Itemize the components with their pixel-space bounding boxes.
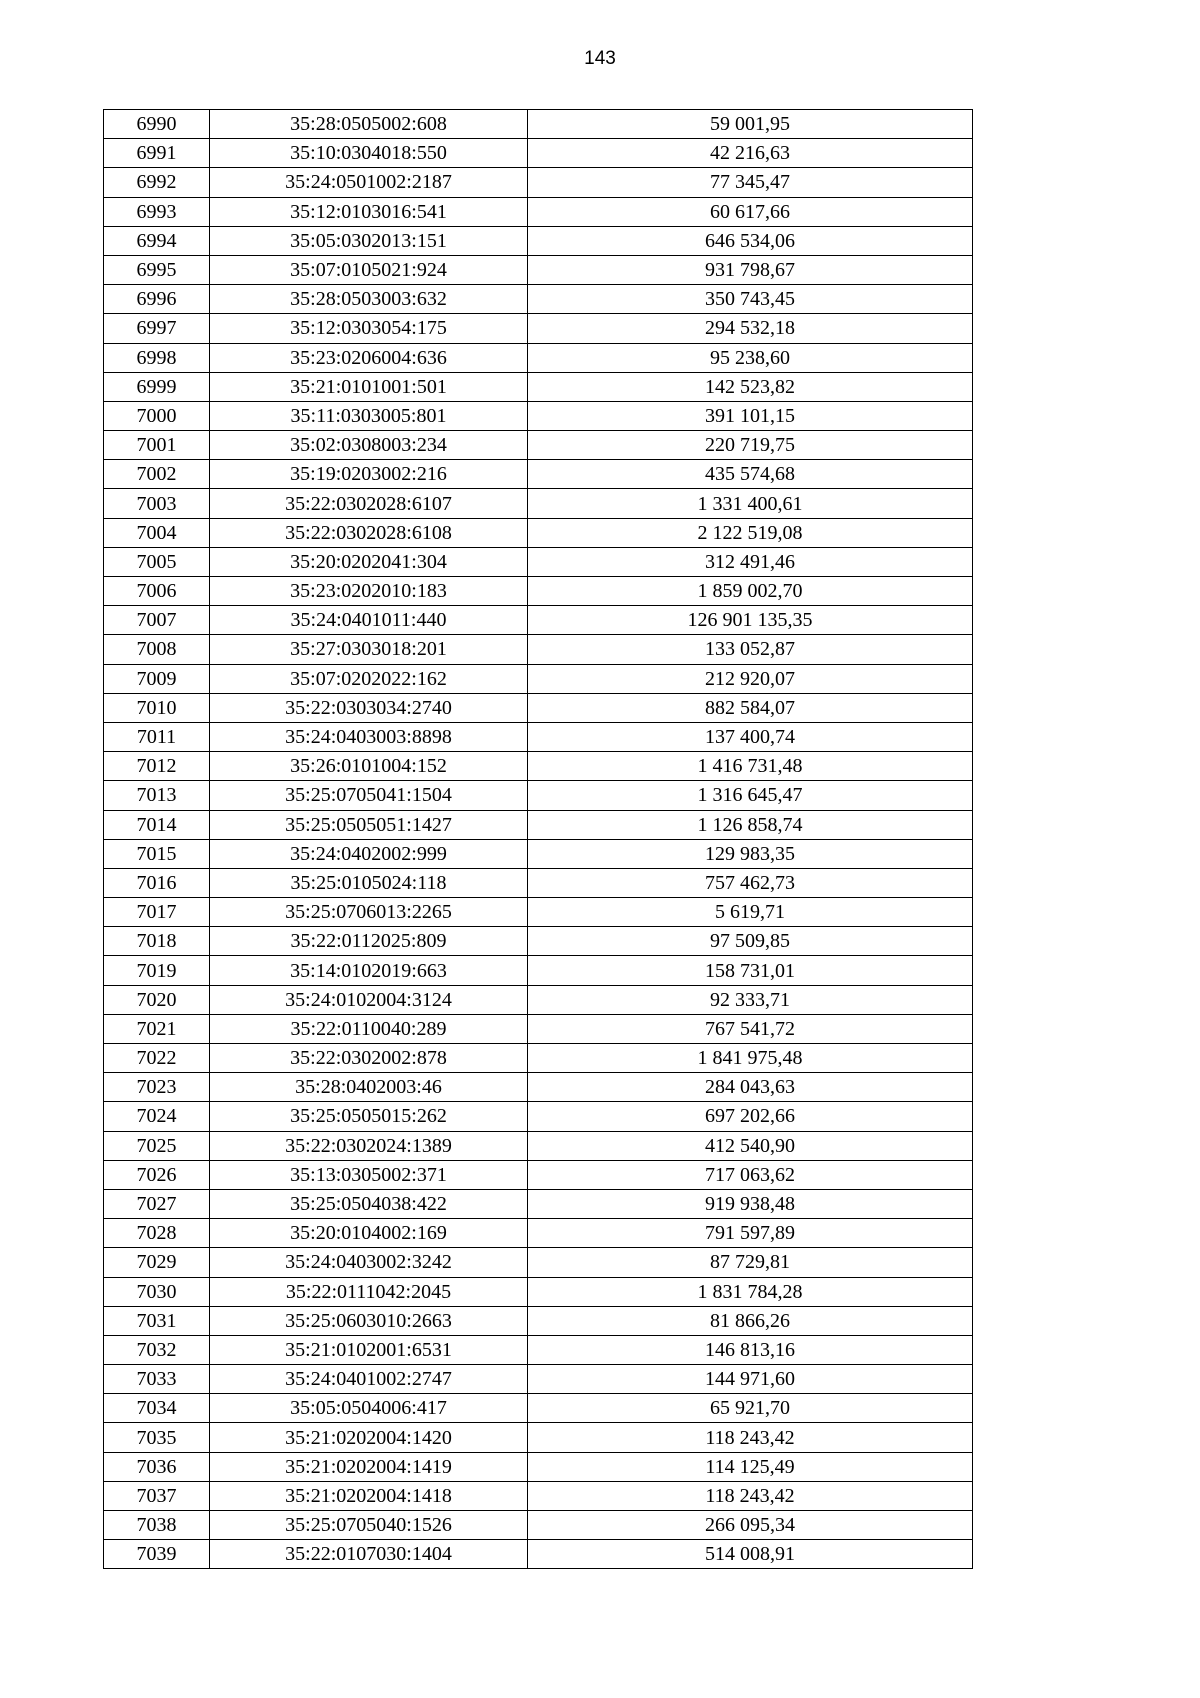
table-row <box>104 810 973 839</box>
cadastral-number-cell: 35:21:0202004:1420 <box>210 1423 528 1452</box>
row-number-cell: 6997 <box>104 314 210 343</box>
value-cell: 284 043,63 <box>528 1073 973 1102</box>
table-row <box>104 489 973 518</box>
cadastral-number-cell: 35:25:0705040:1526 <box>210 1511 528 1540</box>
cadastral-number-cell: 35:25:0504038:422 <box>210 1189 528 1218</box>
cadastral-number-cell: 35:19:0203002:216 <box>210 460 528 489</box>
cadastral-number-cell: 35:21:0202004:1419 <box>210 1452 528 1481</box>
table-row <box>104 168 973 197</box>
row-number-cell: 7012 <box>104 752 210 781</box>
table-row <box>104 1511 973 1540</box>
cadastral-number-cell: 35:28:0503003:632 <box>210 285 528 314</box>
value-cell: 882 584,07 <box>528 693 973 722</box>
row-number-cell: 7011 <box>104 722 210 751</box>
table-row <box>104 1073 973 1102</box>
table-body <box>104 110 973 1569</box>
cadastral-number-cell: 35:10:0304018:550 <box>210 139 528 168</box>
value-cell: 697 202,66 <box>528 1102 973 1131</box>
value-cell: 158 731,01 <box>528 956 973 985</box>
row-number-cell: 6990 <box>104 110 210 139</box>
value-cell: 220 719,75 <box>528 431 973 460</box>
value-cell: 144 971,60 <box>528 1365 973 1394</box>
value-cell: 1 416 731,48 <box>528 752 973 781</box>
cadastral-number-cell: 35:24:0402002:999 <box>210 839 528 868</box>
cadastral-number-cell: 35:22:0303034:2740 <box>210 693 528 722</box>
row-number-cell: 7032 <box>104 1335 210 1364</box>
row-number-cell: 7030 <box>104 1277 210 1306</box>
row-number-cell: 7014 <box>104 810 210 839</box>
row-number-cell: 7028 <box>104 1219 210 1248</box>
row-number-cell: 7026 <box>104 1160 210 1189</box>
cadastral-number-cell: 35:25:0705041:1504 <box>210 781 528 810</box>
value-cell: 59 001,95 <box>528 110 973 139</box>
row-number-cell: 7013 <box>104 781 210 810</box>
value-cell: 97 509,85 <box>528 927 973 956</box>
row-number-cell: 6992 <box>104 168 210 197</box>
table-row <box>104 518 973 547</box>
cadastral-number-cell: 35:25:0505015:262 <box>210 1102 528 1131</box>
row-number-cell: 7005 <box>104 547 210 576</box>
cadastral-number-cell: 35:27:0303018:201 <box>210 635 528 664</box>
value-cell: 757 462,73 <box>528 868 973 897</box>
value-cell: 142 523,82 <box>528 372 973 401</box>
value-cell: 266 095,34 <box>528 1511 973 1540</box>
value-cell: 350 743,45 <box>528 285 973 314</box>
value-cell: 5 619,71 <box>528 898 973 927</box>
row-number-cell: 7039 <box>104 1540 210 1569</box>
table-row <box>104 1248 973 1277</box>
cadastral-number-cell: 35:25:0603010:2663 <box>210 1306 528 1335</box>
value-cell: 212 920,07 <box>528 664 973 693</box>
value-cell: 1 831 784,28 <box>528 1277 973 1306</box>
table-row <box>104 664 973 693</box>
row-number-cell: 7001 <box>104 431 210 460</box>
cadastral-number-cell: 35:24:0401002:2747 <box>210 1365 528 1394</box>
row-number-cell: 6994 <box>104 226 210 255</box>
value-cell: 646 534,06 <box>528 226 973 255</box>
cadastral-number-cell: 35:14:0102019:663 <box>210 956 528 985</box>
table-row <box>104 956 973 985</box>
value-cell: 919 938,48 <box>528 1189 973 1218</box>
table-row <box>104 1014 973 1043</box>
row-number-cell: 7035 <box>104 1423 210 1452</box>
row-number-cell: 7018 <box>104 927 210 956</box>
cadastral-number-cell: 35:05:0504006:417 <box>210 1394 528 1423</box>
row-number-cell: 7034 <box>104 1394 210 1423</box>
table-row <box>104 985 973 1014</box>
row-number-cell: 7019 <box>104 956 210 985</box>
table-row <box>104 1335 973 1364</box>
cadastral-number-cell: 35:24:0102004:3124 <box>210 985 528 1014</box>
table-row <box>104 401 973 430</box>
cadastral-number-cell: 35:24:0501002:2187 <box>210 168 528 197</box>
row-number-cell: 6999 <box>104 372 210 401</box>
value-cell: 1 316 645,47 <box>528 781 973 810</box>
value-cell: 77 345,47 <box>528 168 973 197</box>
table-row <box>104 1277 973 1306</box>
row-number-cell: 6995 <box>104 255 210 284</box>
table-row <box>104 868 973 897</box>
cadastral-number-cell: 35:22:0302028:6107 <box>210 489 528 518</box>
value-cell: 435 574,68 <box>528 460 973 489</box>
value-cell: 1 859 002,70 <box>528 577 973 606</box>
table-row <box>104 752 973 781</box>
row-number-cell: 7021 <box>104 1014 210 1043</box>
table-row <box>104 606 973 635</box>
value-cell: 294 532,18 <box>528 314 973 343</box>
cadastral-number-cell: 35:22:0110040:289 <box>210 1014 528 1043</box>
row-number-cell: 7008 <box>104 635 210 664</box>
table-row <box>104 722 973 751</box>
table-row <box>104 927 973 956</box>
value-cell: 767 541,72 <box>528 1014 973 1043</box>
value-cell: 81 866,26 <box>528 1306 973 1335</box>
value-cell: 118 243,42 <box>528 1423 973 1452</box>
table-row <box>104 1365 973 1394</box>
row-number-cell: 7036 <box>104 1452 210 1481</box>
cadastral-number-cell: 35:25:0706013:2265 <box>210 898 528 927</box>
value-cell: 129 983,35 <box>528 839 973 868</box>
table-row <box>104 1160 973 1189</box>
cadastral-number-cell: 35:28:0505002:608 <box>210 110 528 139</box>
value-cell: 42 216,63 <box>528 139 973 168</box>
table-row <box>104 1044 973 1073</box>
cadastral-number-cell: 35:12:0103016:541 <box>210 197 528 226</box>
table-row <box>104 1481 973 1510</box>
row-number-cell: 7017 <box>104 898 210 927</box>
value-cell: 137 400,74 <box>528 722 973 751</box>
cadastral-number-cell: 35:25:0105024:118 <box>210 868 528 897</box>
row-number-cell: 7029 <box>104 1248 210 1277</box>
table-row <box>104 460 973 489</box>
table-row <box>104 1452 973 1481</box>
table-row <box>104 343 973 372</box>
row-number-cell: 7003 <box>104 489 210 518</box>
row-number-cell: 7027 <box>104 1189 210 1218</box>
value-cell: 60 617,66 <box>528 197 973 226</box>
value-cell: 2 122 519,08 <box>528 518 973 547</box>
table-row <box>104 839 973 868</box>
cadastral-number-cell: 35:21:0102001:6531 <box>210 1335 528 1364</box>
table-row <box>104 781 973 810</box>
row-number-cell: 6998 <box>104 343 210 372</box>
value-cell: 1 126 858,74 <box>528 810 973 839</box>
cadastral-number-cell: 35:07:0202022:162 <box>210 664 528 693</box>
row-number-cell: 7020 <box>104 985 210 1014</box>
value-cell: 118 243,42 <box>528 1481 973 1510</box>
table-row <box>104 693 973 722</box>
row-number-cell: 7006 <box>104 577 210 606</box>
table-row <box>104 635 973 664</box>
cadastral-number-cell: 35:22:0112025:809 <box>210 927 528 956</box>
row-number-cell: 7024 <box>104 1102 210 1131</box>
cadastral-number-cell: 35:22:0107030:1404 <box>210 1540 528 1569</box>
row-number-cell: 7031 <box>104 1306 210 1335</box>
table-row <box>104 197 973 226</box>
table-row <box>104 314 973 343</box>
cadastral-number-cell: 35:02:0308003:234 <box>210 431 528 460</box>
row-number-cell: 7002 <box>104 460 210 489</box>
table-row <box>104 1131 973 1160</box>
row-number-cell: 7037 <box>104 1481 210 1510</box>
row-number-cell: 7025 <box>104 1131 210 1160</box>
value-cell: 87 729,81 <box>528 1248 973 1277</box>
table-row <box>104 226 973 255</box>
cadastral-number-cell: 35:07:0105021:924 <box>210 255 528 284</box>
value-cell: 133 052,87 <box>528 635 973 664</box>
row-number-cell: 7010 <box>104 693 210 722</box>
cadastral-number-cell: 35:21:0101001:501 <box>210 372 528 401</box>
cadastral-number-cell: 35:28:0402003:46 <box>210 1073 528 1102</box>
cadastral-number-cell: 35:21:0202004:1418 <box>210 1481 528 1510</box>
page-number: 143 <box>584 48 616 69</box>
cadastral-number-cell: 35:22:0302028:6108 <box>210 518 528 547</box>
value-cell: 65 921,70 <box>528 1394 973 1423</box>
value-cell: 146 813,16 <box>528 1335 973 1364</box>
table-row <box>104 1306 973 1335</box>
cadastral-number-cell: 35:20:0104002:169 <box>210 1219 528 1248</box>
table-row <box>104 1219 973 1248</box>
value-cell: 931 798,67 <box>528 255 973 284</box>
cadastral-number-cell: 35:23:0206004:636 <box>210 343 528 372</box>
row-number-cell: 7007 <box>104 606 210 635</box>
row-number-cell: 7016 <box>104 868 210 897</box>
value-cell: 717 063,62 <box>528 1160 973 1189</box>
row-number-cell: 7022 <box>104 1044 210 1073</box>
value-cell: 114 125,49 <box>528 1452 973 1481</box>
row-number-cell: 7000 <box>104 401 210 430</box>
cadastral-number-cell: 35:22:0302024:1389 <box>210 1131 528 1160</box>
cadastral-number-cell: 35:11:0303005:801 <box>210 401 528 430</box>
cadastral-number-cell: 35:23:0202010:183 <box>210 577 528 606</box>
table-row <box>104 547 973 576</box>
value-cell: 312 491,46 <box>528 547 973 576</box>
cadastral-number-cell: 35:24:0401011:440 <box>210 606 528 635</box>
value-cell: 126 901 135,35 <box>528 606 973 635</box>
row-number-cell: 7004 <box>104 518 210 547</box>
cadastral-number-cell: 35:22:0111042:2045 <box>210 1277 528 1306</box>
row-number-cell: 7033 <box>104 1365 210 1394</box>
table-row <box>104 431 973 460</box>
table-row <box>104 577 973 606</box>
cadastral-number-cell: 35:12:0303054:175 <box>210 314 528 343</box>
value-cell: 412 540,90 <box>528 1131 973 1160</box>
row-number-cell: 6991 <box>104 139 210 168</box>
table-row <box>104 285 973 314</box>
cadastral-number-cell: 35:05:0302013:151 <box>210 226 528 255</box>
table-row <box>104 1423 973 1452</box>
table-row <box>104 1189 973 1218</box>
row-number-cell: 7009 <box>104 664 210 693</box>
cadastral-number-cell: 35:26:0101004:152 <box>210 752 528 781</box>
cadastral-value-table <box>103 109 973 1569</box>
value-cell: 1 841 975,48 <box>528 1044 973 1073</box>
table-row <box>104 255 973 284</box>
table-row <box>104 1394 973 1423</box>
row-number-cell: 7023 <box>104 1073 210 1102</box>
value-cell: 1 331 400,61 <box>528 489 973 518</box>
row-number-cell: 7015 <box>104 839 210 868</box>
table-row <box>104 372 973 401</box>
value-cell: 514 008,91 <box>528 1540 973 1569</box>
value-cell: 92 333,71 <box>528 985 973 1014</box>
cadastral-number-cell: 35:13:0305002:371 <box>210 1160 528 1189</box>
cadastral-number-cell: 35:24:0403002:3242 <box>210 1248 528 1277</box>
row-number-cell: 6993 <box>104 197 210 226</box>
table-row <box>104 139 973 168</box>
cadastral-number-cell: 35:20:0202041:304 <box>210 547 528 576</box>
value-cell: 791 597,89 <box>528 1219 973 1248</box>
cadastral-number-cell: 35:24:0403003:8898 <box>210 722 528 751</box>
table-row <box>104 110 973 139</box>
value-cell: 95 238,60 <box>528 343 973 372</box>
cadastral-number-cell: 35:25:0505051:1427 <box>210 810 528 839</box>
table-row <box>104 898 973 927</box>
row-number-cell: 6996 <box>104 285 210 314</box>
cadastral-number-cell: 35:22:0302002:878 <box>210 1044 528 1073</box>
table-row <box>104 1102 973 1131</box>
value-cell: 391 101,15 <box>528 401 973 430</box>
table-row <box>104 1540 973 1569</box>
row-number-cell: 7038 <box>104 1511 210 1540</box>
